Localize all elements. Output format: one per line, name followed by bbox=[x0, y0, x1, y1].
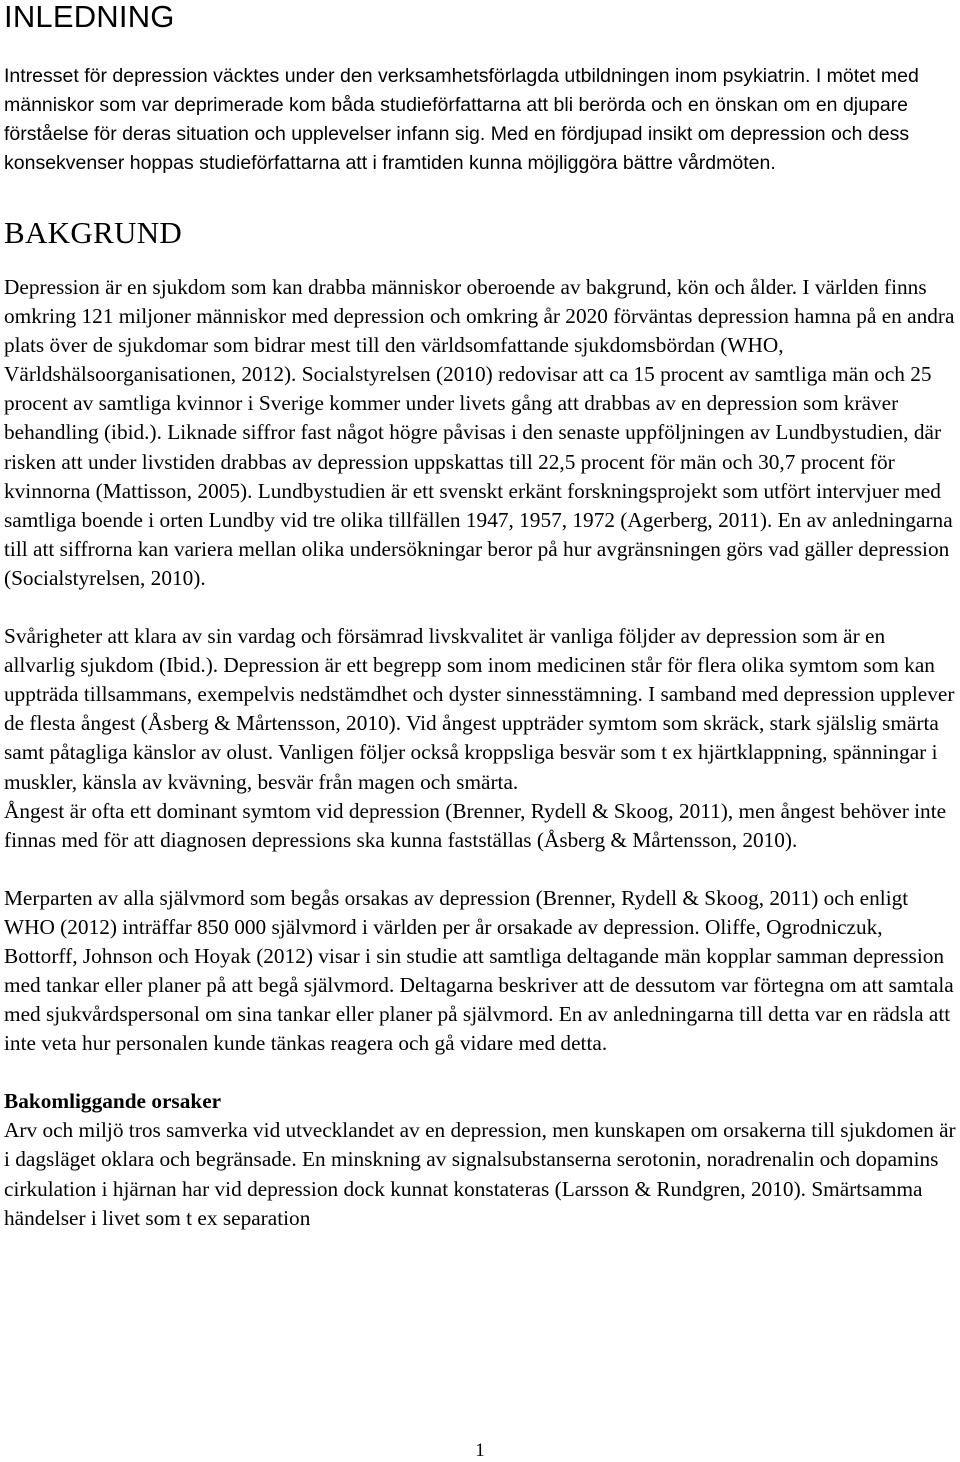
heading-bakomliggande-orsaker: Bakomliggande orsaker bbox=[4, 1089, 222, 1114]
heading-bakgrund: BAKGRUND bbox=[4, 215, 183, 250]
document-page bbox=[4, 0, 956, 1233]
paragraph-bakgrund-1: Depression är en sjukdom som kan drabba människor oberoende av bakgrund, kön och ålder. I världen finns omkring 121 miljoner människor med depression och omkring år 2020 förväntas depression hamna på en andra plats över de sjukdomar som bidrar mest till den världsomfattande sjukdomsbördan (WHO, Världshälsoorganisationen, 2012). Socialstyrelsen (2010) redovisar att ca 15 procent av samtliga män och 25 procent av samtliga kvinnor i Sverige kommer under livets gång att drabbas av en depression som kräver behandling (ibid.). Liknade siffror fast något högre påvisas i den senaste uppföljningen av Lundbystudien, där risken att under livstiden drabbas av depression uppskattas till 22,5 procent för män och 30,7 procent för kvinnorna (Mattisson, 2005). Lundbystudien är ett svenskt erkänt forskningsprojekt som utfört intervjuer med samtliga boende i orten Lundby vid tre olika tillfällen 1947, 1957, 1972 (Agerberg, 2011). En av anledningarna till att siffrorna kan variera mellan olika undersökningar beror på hur avgränsningen görs vad gäller depression (Socialstyrelsen, 2010). bbox=[4, 275, 955, 590]
paragraph-bakgrund-2: Svårigheter att klara av sin vardag och försämrad livskvalitet är vanliga följder av depression som är en allvarlig sjukdom (Ibid.). Depression är ett begrepp som inom medicinen står för flera olika symtom som kan uppträda tillsammans, exempelvis nedstämdhet och dyster sinnesstämning. I samband med depression upplever de flesta ångest (Åsberg & Mårtensson, 2010). Vid ångest uppträder symtom som skräck, stark själslig smärta samt påtagliga känslor av olust. Vanligen följer också kroppsliga besvär som t ex hjärtklappning, spänningar i muskler, känsla av kvävning, besvär från magen och smärta. bbox=[4, 624, 955, 794]
paragraph-bakgrund-3: Ångest är ofta ett dominant symtom vid depression (Brenner, Rydell & Skoog, 2011), men ångest behöver inte finnas med för att diagnosen depressions ska kunna fastställas (Åsberg & Mårtensson, 2010). bbox=[4, 798, 947, 852]
heading-inledning: INLEDNING bbox=[4, 0, 175, 34]
paragraph-bakomliggande: Arv och miljö tros samverka vid utvecklandet av en depression, men kunskapen om orsakerna till sjukdomen är i dagsläget oklara och begränsade. En minskning av signalsubstanserna serotonin, noradrenalin och dopamins cirkulation i hjärnan har vid depression dock kunnat konstateras (Larsson & Rundgren, 2010). Smärtsamma händelser i livet som t ex separation bbox=[4, 1118, 956, 1230]
paragraph-bakgrund-4: Merparten av alla självmord som begås orsakas av depression (Brenner, Rydell & Skoog, 2011) och enligt WHO (2012) inträffar 850 000 självmord i världen per år orsakade av depression. Oliffe, Ogrodniczuk, Bottorff, Johnson och Hoyak (2012) visar i sin studie att samtliga deltagande män kopplar samman depression med tankar eller planer på att begå självmord. Deltagarna beskriver att de dessutom var förtegna om att samtala med sjukvårdspersonal om sina tankar eller planer på självmord. En av anledningarna till detta var en rädsla att inte veta hur personalen kunde tänkas reagera och gå vidare med detta. bbox=[4, 885, 954, 1056]
page-number: 1 bbox=[475, 1440, 485, 1461]
paragraph-inledning: Intresset för depression väcktes under den verksamhetsförlagda utbildningen inom psykiatrin. I mötet med människor som var deprimerade kom båda studieförfattarna att bli berörda och en önskan om en djupare förståelse för deras situation och upplevelser infann sig. Med en fördjupad insikt om depression och dess konsekvenser hoppas studieförfattarna att i framtiden kunna möjliggöra bättre vårdmöten. bbox=[4, 65, 919, 174]
